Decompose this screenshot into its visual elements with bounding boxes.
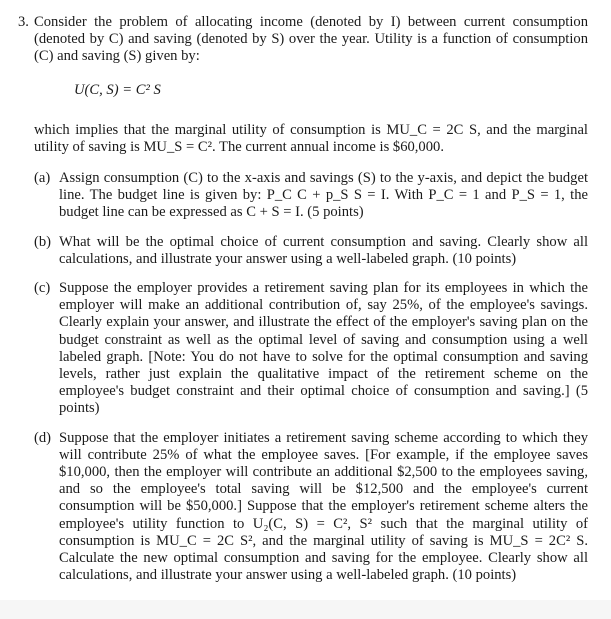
part-text: What will be the optimal choice of current consumption and saving. Clearly show all calculations, and illustrate your answer using a well-labeled graph. (10 points) (59, 233, 588, 267)
problem-number: 3. (18, 14, 29, 30)
problem-intro: Consider the problem of allocating income (denoted by I) between current consumption (denoted by C) and saving (denoted by S) over the year. Utility is a function of consumption (C) and saving (S) given by: (34, 14, 588, 65)
part-text: Assign consumption (C) to the x-axis and savings (S) to the y-axis, and depict the budget line. The budget line is given by: P_C C + p_S S = I. With P_C = 1 and P_S = 1, the budget line can be expressed as C + S = I. (5 points) (59, 170, 588, 221)
bottom-strip (0, 600, 611, 619)
part-label: (d) (34, 429, 52, 446)
part-text: Suppose that the employer initiates a retirement saving scheme according to which they will contribute 25% of what the employee saves. [For example, if the employee saves $10,000, then the employer will contribute an additional $2,500 to the employees saving, and so the employee's total saving will be $12,500 and the employee's current consumption will be $50,000.] Suppose that the employer's retirement scheme alters the employee's utility function to U₂(C, S) = C², S² such that the marginal utility of consumption is MU_C = 2C S², and the marginal utility of saving is MU_S = 2C² S. Calculate the new optimal consumption and saving for the employee. Clearly show all calculations, and illustrate your answer using a well-labeled graph. (10 points) (59, 429, 588, 584)
part-d (34, 430, 588, 585)
problem-3 (18, 14, 588, 596)
part-c (34, 280, 588, 418)
part-label: (b) (34, 233, 52, 250)
problem-body (34, 14, 588, 584)
part-label: (c) (34, 280, 51, 297)
problem-parts (34, 170, 588, 584)
utility-equation: U(C, S) = C² S (74, 81, 161, 98)
part-a (34, 170, 588, 222)
part-b (34, 234, 588, 268)
part-text: Suppose the employer provides a retirement saving plan for its employees in which the employer will make an additional contribution of, say 25%, of the employee's savings. Clearly explain your answer, and illustrate the effect of the employer's saving plan on the budget constraint as well as the optimal level of saving and consumption using a well labeled graph. [Note: You do not have to solve for the optimal consumption and saving levels, rather just explain the qualitative impact of the retirement scheme on the employee's budget constraint and their optimal choice of consumption and saving.] (5 points) (59, 280, 588, 417)
part-label: (a) (34, 170, 51, 187)
marginal-utility-text: which implies that the marginal utility of consumption is MU_C = 2C S, and the marginal utility of saving is MU_S = C². The current annual income is $60,000. (34, 121, 588, 155)
